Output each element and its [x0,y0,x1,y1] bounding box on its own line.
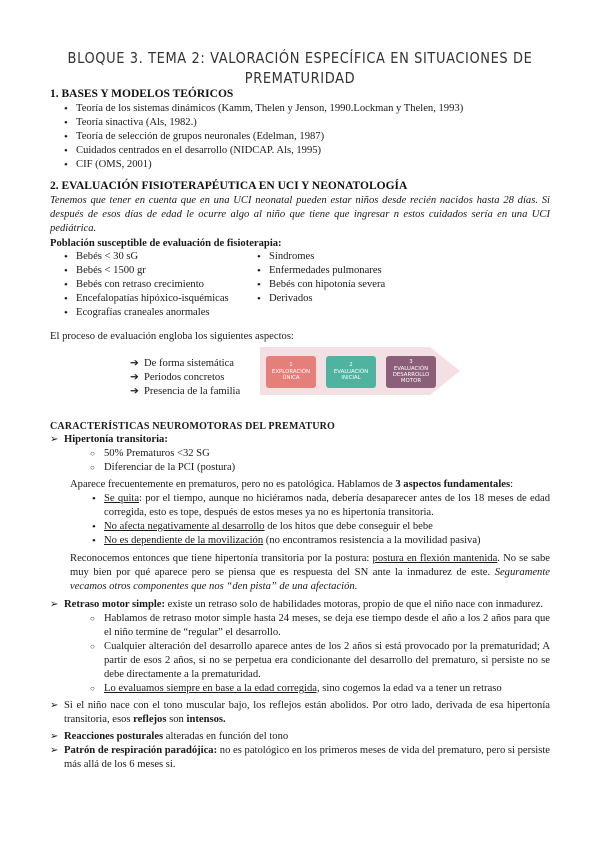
list-item: • Teoría de selección de grupos neuronales (Edelman, 1987) [62,130,550,144]
list-item: • Bebés < 30 sG [62,250,272,264]
list-item: • Bebés con retraso crecimiento [62,278,272,292]
section-caracteristicas [50,420,550,771]
population-heading: Población susceptible de evaluación de fisioterapia: [50,238,282,250]
retraso-list [90,612,550,696]
section-heading: 1. BASES Y MODELOS TEÓRICOS [50,88,234,100]
hipertonia-list [90,447,550,475]
list-item: ○ Hablamos de retraso motor simple hasta 24 meses, se deja ese tiempo desde el año a los 2 años para que el niño termine de “regular” el desarrollo. [90,612,550,640]
list-item: ○ Cualquier alteración del desarrollo aparece antes de los 2 años si está provocado por la prematuridad; A partir de esos 2 años, si no se perpetua era condicionante del desarrollo del prematuro, si persiste no se debe directamente a la prematuridad. [90,640,550,682]
page-title: BLOQUE 3. TEMA 2: VALORACIÓN ESPECÍFICA EN SITUACIONES DE PREMATURIDAD [67,50,533,88]
list-item: ○ Diferenciar de la PCI (postura) [90,461,550,475]
section-heading: 2. EVALUACIÓN FISIOTERAPÉUTICA EN UCI Y NEONATOLOGÍA [50,180,408,192]
process-text: El proceso de evaluación engloba los siguientes aspectos: [50,331,294,342]
section-heading: CARACTERÍSTICAS NEUROMOTORAS DEL PREMATURO [50,421,336,432]
flow-step-2: 2 EVALUACIÓN INICIAL [326,356,376,388]
patron-item: ➢ Patrón de respiración paradójica: no es patológico en los primeros meses de vida del prematuro, pero si persiste más allá de los 6 meses si. [50,744,550,772]
section-bases [50,87,550,172]
list-item: • Ecografías craneales anormales [62,306,272,320]
list-item: • Bebés con hipotonía severa [255,278,455,292]
theories-list [62,102,550,172]
population-col2 [255,250,455,306]
list-item: • Cuidados centrados en el desarrollo (NIDCAP. Als, 1995) [62,144,550,158]
list-item: ○ Lo evaluamos siempre en base a la edad corregida, sino cogemos la edad va a tener un retraso [90,682,550,696]
list-item: • Se quita: por el tiempo, aunque no hiciéramos nada, debería desaparecer antes de los 18 meses de edad corregida, esto es tope, después de estos meses ya no es hipertonía transitoria. [90,492,550,520]
list-item: • Enfermedades pulmonares [255,264,455,278]
list-item: Presencia de la familia [144,385,241,397]
arrow-icon: ➔ [130,358,139,369]
aparece-paragraph: Aparece frecuentemente en prematuros, pero no es patológica. Hablamos de 3 aspectos fundamentales: [70,479,514,491]
reacciones-item: ➢ Reacciones posturales alteradas en función del tono [50,730,550,744]
aspects-list [130,357,270,399]
tono-item: ➢ Si el niño nace con el tono muscular bajo, los reflejos están abolidos. Por otro lado, derivada de esa hipertonía transitoria, esos reflejos son intensos. [50,699,550,727]
list-item: • Teoría de los sistemas dinámicos (Kamm, Thelen y Jenson, 1990.Lockman y Thelen, 1993) [62,102,550,116]
list-item: • Teoría sinactiva (Als, 1982.) [62,116,550,130]
evaluation-flow-diagram [260,341,460,401]
retraso-item: ➢ Retraso motor simple: existe un retraso solo de habilidades motoras, propio de que el niño nace con inmadurez. [50,598,550,612]
list-item: • CIF (OMS, 2001) [62,158,550,172]
list-item: • Síndromes [255,250,455,264]
list-item: • Bebés < 1500 gr [62,264,272,278]
section-evaluacion [50,179,550,251]
list-item: ○ 50% Prematuros <32 SG [90,447,550,461]
hipertonia-item: ➢ Hipertonía transitoria: [50,433,550,447]
flow-step-3: 3 EVALUACIÓN DESARROLLO MOTOR [386,356,436,388]
arrow-icon: ➔ [130,385,139,397]
intro-paragraph: Tenemos que tener en cuenta que en una UCI neonatal pueden estar niños desde recién nacidos hasta 28 días. Si después de esos días de edad le ocurre algo al niño que tiene que ingresar n estos cuidados sería en una UCI pediátrica. [50,195,550,235]
arrow-icon: ➔ [130,371,139,383]
list-item: Periodos concretos [144,371,225,383]
list-item: • No es dependiente de la movilización (no encontramos resistencia a la movilidad pasiva) [90,534,550,548]
reconocemos-paragraph: Reconocemos entonces que tiene hipertonía transitoria por la postura: postura en flexión mantenida. No se sabe muy bien por qué aparece pero se piensa que es respuesta del SN ante la inmadurez de este. Seguramente vecamos otros componentes que nos “den pista” de una afectación. [70,552,550,592]
list-item: De forma sistemática [144,358,235,369]
fundamental-aspects-list [90,492,550,548]
list-item: • No afecta negativamente al desarrollo de los hitos que debe conseguir el bebe [90,520,550,534]
flow-step-1: 1 EXPLORACIÓN ÚNICA [266,356,316,388]
list-item: • Derivados [255,292,455,306]
list-item: • Encefalopatías hipóxico-isquémicas [62,292,272,306]
population-col1 [62,250,272,320]
